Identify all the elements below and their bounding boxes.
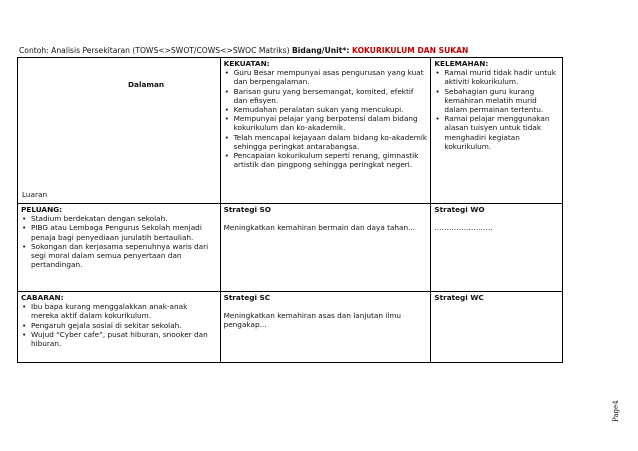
strategi-so-heading: Strategi SO (223, 205, 271, 214)
list-item: • Pencapaian kokurikulum seperti renang, gimnastik artistik dan pingpong sehingga peringkat negeri. (224, 151, 428, 169)
list-item: • Sebahagian guru kurang kemahiran melatih murid dalam permainan tertentu. (434, 87, 559, 115)
dalaman-label: Dalaman (128, 80, 165, 89)
strategi-sc-heading: Strategi SC (223, 293, 271, 302)
cabaran-heading: CABARAN: (21, 293, 64, 302)
strategi-wc-cell (431, 292, 563, 363)
strategi-sc-cell (220, 292, 431, 363)
title-prefix: Contoh: Analisis Persekitaran (TOWS<>SWOT/COWS<>SWOC Matriks) (19, 46, 292, 55)
list-item: • Kemudahan peralatan sukan yang mencukupi. (224, 105, 428, 114)
cabaran-row (18, 292, 563, 363)
peluang-row (18, 204, 563, 292)
list-item: • Telah mencapai kejayaan dalam bidang ko-akademik sehingga peringkat antarabangsa. (224, 133, 428, 151)
page-title (19, 46, 619, 56)
strategi-wo-cell (431, 204, 563, 292)
strategi-wo-heading: Strategi WO (434, 205, 485, 214)
list-item: • Ramai pelajar menggunakan alasan tuisyen untuk tidak menghadiri kegiatan kokurikulum. (434, 114, 559, 151)
list-item: • Guru Besar mempunyai asas pengurusan yang kuat dan berpengalaman. (224, 68, 428, 86)
title-label: Bidang/Unit*: (292, 46, 353, 55)
swot-matrix-table (17, 57, 563, 363)
list-item: • Stadium berdekatan dengan sekolah. (21, 214, 217, 223)
peluang-heading: PELUANG: (21, 205, 63, 214)
list-item: • Pengaruh gejala sosial di sekitar sekolah. (21, 321, 217, 330)
list-item: • PIBG atau Lembaga Pengurus Sekolah menjadi penaja bagi penyediaan jurulatih bertauliah. (21, 223, 217, 241)
list-item: • Ibu bapa kurang menggalakkan anak-anak mereka aktif dalam kokurikulum. (21, 302, 217, 320)
strategi-so-text: Meningkatkan kemahiran bermain dan daya tahan... (223, 223, 416, 233)
kelemahan-heading: KELEMAHAN: (434, 59, 489, 68)
title-subject: KOKURIKULUM DAN SUKAN (352, 46, 469, 55)
kekuatan-heading: KEKUATAN: (223, 59, 270, 68)
kelemahan-list (434, 68, 559, 151)
list-item: • Sokongan dan kerjasama sepenuhnya waris dari segi moral dalam semua penyertaan dan pertandingan. (21, 242, 217, 270)
kelemahan-cell (431, 58, 563, 204)
list-item: • Barisan guru yang bersemangat, komited, efektif dan efisyen. (224, 87, 428, 105)
strategi-so-cell (220, 204, 431, 292)
dalaman-luaran-cell (18, 58, 221, 204)
peluang-list (21, 214, 217, 269)
cabaran-list (21, 302, 217, 348)
strategi-wo-text: …………………… (434, 223, 493, 233)
list-item: • Mempunyai pelajar yang berpotensi dalam bidang kokurikulum dan ko-akademik. (224, 114, 428, 132)
header-row (18, 58, 563, 204)
strategi-wc-heading: Strategi WC (434, 293, 484, 302)
list-item: • Wujud “Cyber cafe”, pusat hiburan, snooker dan hiburan. (21, 330, 217, 348)
page-number: Page4 (612, 400, 620, 422)
kekuatan-list (224, 68, 428, 169)
peluang-cell (18, 204, 221, 292)
luaran-label: Luaran (22, 189, 48, 199)
kekuatan-cell (220, 58, 431, 204)
list-item: • Ramai murid tidak hadir untuk aktiviti kokurikulum. (434, 68, 559, 86)
cabaran-cell (18, 292, 221, 363)
strategi-sc-text: Meningkatkan kemahiran asas dan lanjutan ilmu pengakap... (223, 311, 402, 330)
